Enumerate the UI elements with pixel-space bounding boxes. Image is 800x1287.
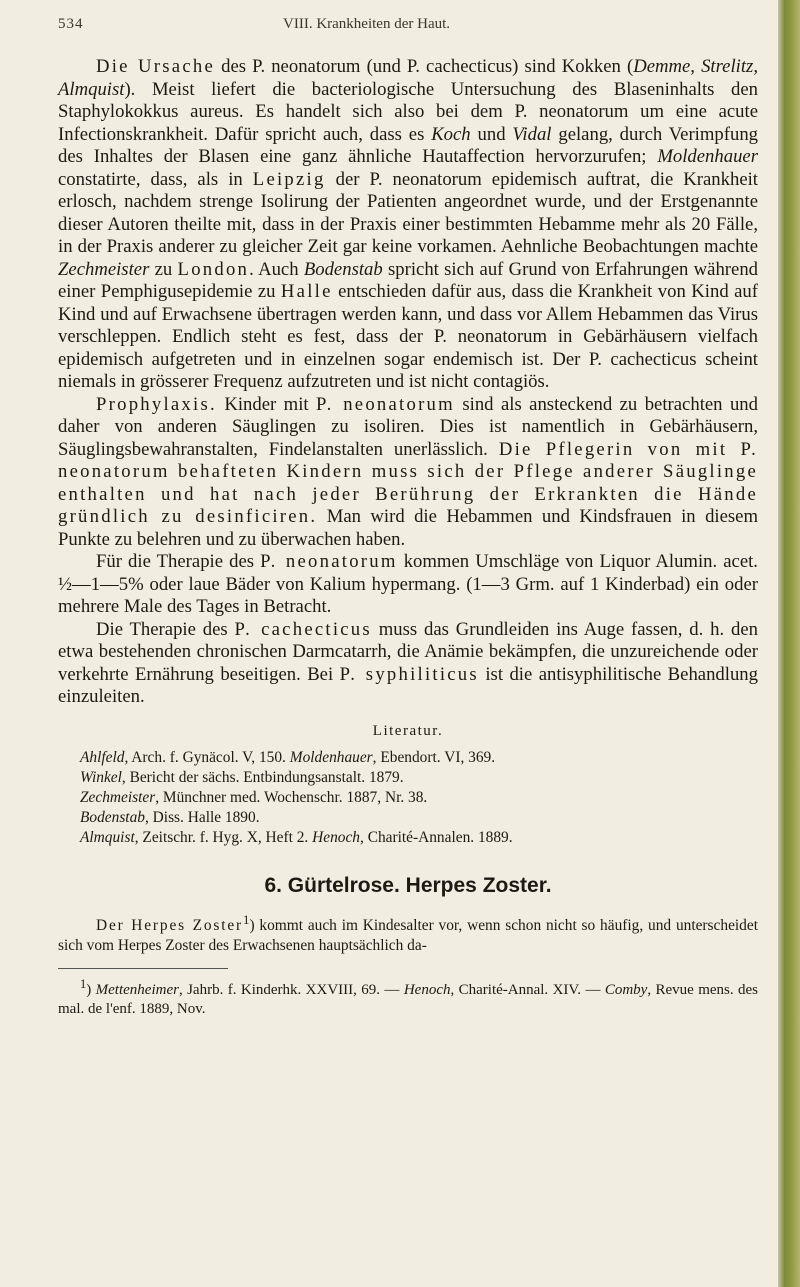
literature-item	[80, 788, 758, 808]
author-name: Winkel	[80, 768, 122, 786]
literature-item	[80, 748, 758, 768]
citation: , Charité-Annalen. 1889.	[360, 828, 513, 846]
place-name: Halle	[280, 281, 333, 302]
text-run: Man wird die Hebammen und Kindsfrauen in diesem Punkte zu belehren und zu überwachen haben.	[58, 506, 758, 550]
footnote-divider	[58, 968, 228, 969]
author-name: Koch	[431, 123, 471, 145]
citation: , Ebendort. VI, 369.	[372, 748, 496, 766]
footnote-marker: 1	[80, 976, 87, 991]
paragraph-therapy-cachecticus	[58, 619, 758, 709]
author-name: Vidal	[512, 123, 552, 145]
citation: , Diss. Halle 1890.	[144, 808, 260, 826]
section-intro	[58, 910, 758, 956]
author-name: Almquist	[80, 828, 135, 846]
page-header	[58, 16, 758, 42]
place-name: Leipzig	[252, 168, 326, 190]
paragraph-cause	[58, 56, 758, 394]
text-run: ). Meist liefert die bacteriologische Untersuchung des Blaseninhalts den Staphylokokkus aureus. Es handelt sich also bei dem P. neonatorum um eine acute Infectionskrankheit. Dafür spricht auch, dass es	[58, 78, 758, 145]
citation: , Revue mens. des mal. de l'enf. 1889, Nov.	[58, 981, 758, 1017]
section-heading: 6. Gürtelrose. Herpes Zoster.	[264, 873, 552, 897]
author-name: Comby	[604, 981, 648, 998]
emphasis: Die Pflegerin von mit P. neonatorum behafteten Kindern muss sich der Pflege anderer Säuglinge enthalten und hat nach jeder Berührung der Erkrankten die Hände gründlich zu desinficiren.	[58, 438, 758, 527]
author-name: Demme, Strelitz, Almquist	[58, 56, 758, 100]
paragraph-therapy-neonatorum	[58, 551, 758, 619]
literature-title: Literatur.	[372, 722, 444, 739]
citation: , Charité-Annal. XIV. —	[450, 981, 605, 998]
emphasis: P. neonatorum	[260, 551, 398, 572]
literature-list	[80, 748, 758, 848]
emphasis: P. cachecticus	[234, 618, 372, 640]
text-run: . Auch	[249, 258, 304, 280]
book-edge	[778, 0, 800, 1287]
main-text	[58, 56, 758, 709]
text-run: des P. neonatorum (und P. cachecticus) sind Kokken (	[215, 56, 634, 77]
text-run: Kinder mit	[216, 393, 317, 415]
text-run: Für die Therapie des	[96, 551, 261, 572]
citation: , Jahrb. f. Kinderhk. XXVIII, 69. —	[178, 981, 404, 998]
author-name: Mettenheimer	[95, 981, 179, 998]
emphasis: Der Herpes Zoster	[96, 916, 244, 934]
author-name: Bodenstab	[303, 258, 383, 280]
citation: , Zeitschr. f. Hyg. X, Heft 2.	[134, 828, 313, 846]
text-run: ) kommt auch im Kindesalter vor, wenn schon nicht so häufig, und unterscheidet sich vom Herpes Zoster des Erwachsenen hauptsächlich da-	[58, 916, 758, 954]
text-run: ist die antisyphilitische Behandlung einzuleiten.	[58, 663, 758, 707]
book-page	[58, 16, 758, 1019]
author-name: Moldenhauer	[657, 146, 758, 167]
text-run: spricht sich auf Grund von Erfahrungen während einer Pemphigusepidemie zu	[58, 258, 759, 302]
text-run: der P. neonatorum epidemisch auftrat, die Krankheit erlosch, nachdem strenge Isolirung der Patienten angeordnet wurde, und der Erstgenannte dieser Autoren theilte mit, dass in der Praxis einer bestimmten Hebamme mehr als 20 Fälle, in der Praxis anderer zu gleicher Zeit gar keine vorkamen. Aehnliche Beobachtungen machte	[58, 168, 758, 257]
author-name: Henoch	[403, 981, 451, 998]
citation: , Arch. f. Gynäcol. V, 150.	[124, 748, 290, 766]
emphasis: P. neonatorum	[316, 393, 455, 415]
text-run: entschieden dafür aus, dass die Krankheit von Kind auf Kind und auf Erwachsene übertragen werden kann, und dass vor Allem Hebammen das Virus verschleppen. Endlich steht es fest, dass der P. neonatorum in Gebärhäusern vielfach epidemisch aufgetreten und in einzelnen sogar endemisch ist. Der P. cachecticus scheint niemals in grösserer Frequenz aufzutreten und ist nicht contagiös.	[58, 281, 758, 392]
emphasis: P. syphiliticus	[339, 663, 479, 685]
page-number: 534	[58, 16, 84, 32]
text-run: sind als ansteckend zu betrachten und daher von anderen Säuglingen zu isoliren. Dies ist namentlich in Gebärhäusern, Säuglingsbewahranstalten, Findelanstalten unerlässlich.	[58, 393, 758, 460]
lead-word: Prophylaxis.	[96, 393, 217, 415]
paragraph-prophylaxis	[58, 394, 758, 552]
text-run: Die Therapie des	[96, 618, 235, 640]
literature-item	[80, 828, 758, 848]
footnote: $^1$) Mettenheimer, Jahrb. f. Kinderhk. XXVIII, 69. — Henoch, Charité-Annal. XIV. — Comby, Revue mens. des mal. de l'enf. 1889, Nov.	[58, 976, 758, 1017]
author-name: Zechmeister	[58, 258, 150, 280]
author-name: Zechmeister	[80, 788, 156, 806]
author-name: Henoch	[312, 828, 360, 846]
lead-word: Die Ursache	[96, 56, 215, 77]
text-run: kommen Umschläge von Liquor Alumin. acet. ½—1—5% oder laue Bäder von Kalium hypermang. (1—3 Grm. auf 1 Kinderbad) ein oder mehrere Male des Tages in Betracht.	[58, 551, 758, 617]
running-title: VIII. Krankheiten der Haut.	[283, 16, 451, 32]
footnote-marker: 1	[243, 912, 250, 927]
text-run: zu	[149, 258, 178, 280]
literature-item	[80, 768, 758, 788]
author-name: Moldenhauer	[289, 748, 373, 766]
citation: , Münchner med. Wochenschr. 1887, Nr. 38.	[155, 788, 428, 806]
citation: , Bericht der sächs. Entbindungsanstalt. 1879.	[121, 768, 404, 786]
literature-item	[80, 808, 758, 828]
text-run: und	[470, 123, 513, 145]
author-name: Bodenstab	[80, 808, 145, 826]
text-run: gelang, durch Verimpfung des Inhaltes der Blasen eine ganz ähnliche Hautaffection hervorzurufen;	[58, 123, 759, 167]
text-run: muss das Grundleiden ins Auge fassen, d. h. den etwa bestehenden chronischen Darmcatarrh, die Anämie bekämpfen, die unzureichende oder verkehrte Ernährung beseitigen. Bei	[58, 618, 758, 685]
author-name: Ahlfeld	[80, 748, 125, 766]
text-run: constatirte, dass, als in	[58, 168, 253, 190]
place-name: London	[177, 258, 250, 280]
